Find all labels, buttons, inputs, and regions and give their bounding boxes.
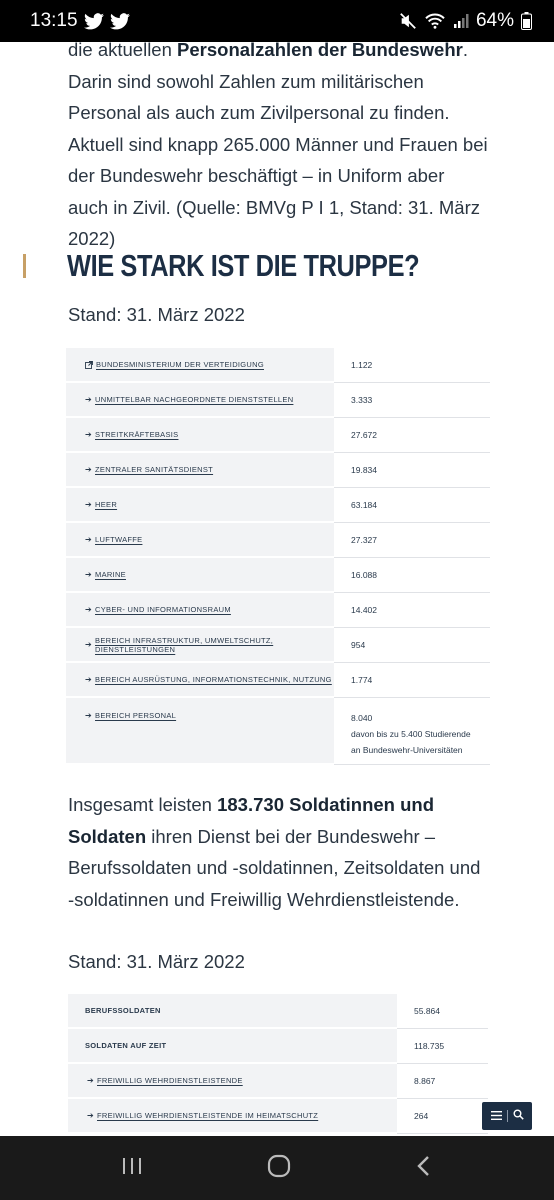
table-row-value [334,628,490,663]
intro-text-rest: . Darin sind sowohl Zahlen zum militärischen Personal als auch zum Zivilpersonal zu finden. Aktuell sind knapp 265.000 Männer und Frauen bei der Bundeswehr beschäftigt – in Uniform aber auch in Zivil. (Quelle: BMVg P I 1, Stand: 31. März 2022) [68,42,488,249]
table-row [66,348,490,383]
table-row-value [334,523,490,558]
table-row [68,1029,488,1064]
arrow-right-icon: ➔ [85,395,93,404]
summary-bold: 183.730 Soldatinnen und Soldaten [68,794,435,847]
arrow-right-icon: ➔ [87,1076,95,1085]
table-row-value [334,663,490,698]
row-value: 1.122 [351,360,373,370]
row-value: 16.088 [351,570,377,580]
arrow-right-icon: ➔ [85,570,93,579]
summary-text: Insgesamt leisten [68,794,218,815]
row-value-note: davon bis zu 5.400 Studierende [351,729,471,739]
menu-icon[interactable] [491,1107,502,1125]
table-link[interactable]: UNMITTELBAR NACHGEORDNETE DIENSTSTELLEN [95,395,294,404]
row-value: 8.867 [414,1076,436,1086]
table-link[interactable]: CYBER- UND INFORMATIONSRAUM [95,605,231,614]
row-label-text: SOLDATEN AUF ZEIT [85,1041,167,1050]
row-value: 954 [351,640,366,650]
table-row [66,453,490,488]
battery-text: 64% [475,10,514,31]
table-row [66,593,490,628]
table-row-value [334,453,490,488]
table-row-label[interactable] [68,1099,397,1134]
row-value: 1.774 [351,675,373,685]
table-link[interactable]: ZENTRALER SANITÄTSDIENST [95,465,214,474]
row-value: 63.184 [351,500,377,510]
table-row-label[interactable] [66,558,334,593]
menu-search-fab[interactable] [482,1102,532,1130]
table-row [66,663,490,698]
row-value: 55.864 [414,1006,440,1016]
search-icon[interactable] [513,1107,524,1125]
status-time: 13:15 [30,10,78,31]
home-icon[interactable] [266,1153,292,1184]
row-value: 14.402 [351,605,377,615]
signal-icon [453,13,469,29]
back-icon[interactable] [415,1155,433,1182]
row-value: 118.735 [414,1041,445,1051]
table-row-value [334,558,490,593]
table-row-value [334,418,490,453]
intro-bold: Personalzahlen der Bundeswehr [177,42,463,60]
table-row [66,523,490,558]
intro-paragraph [68,42,488,255]
table-row [66,383,490,418]
table-link[interactable]: MARINE [95,570,126,579]
table-row [66,488,490,523]
summary-text-rest: ihren Dienst bei der Bundeswehr – Berufssoldaten und -soldatinnen, Zeitsoldaten und -soldatinnen und Freiwillig Wehrdienstleistende. [68,825,481,910]
arrow-right-icon: ➔ [85,605,93,614]
table-link[interactable]: BEREICH PERSONAL [95,711,177,720]
twitter-icon [84,13,104,30]
soldiers-table [68,994,488,1134]
battery-icon [521,12,532,30]
row-value: 264 [414,1111,429,1121]
arrow-right-icon: ➔ [85,465,93,474]
table-row-label[interactable] [66,628,334,663]
table-row-label [68,994,397,1029]
table-link[interactable]: LUFTWAFFE [95,535,143,544]
table-row-value [334,348,490,383]
table-row-label[interactable] [66,698,334,765]
table-row-label [68,1029,397,1064]
mute-icon [399,12,417,30]
intro-text: die aktuellen [68,42,178,60]
section-title: WIE STARK IST DIE TRUPPE? [67,248,420,283]
arrow-right-icon: ➔ [85,535,93,544]
table-row-value [334,593,490,628]
arrow-right-icon: ➔ [87,1111,95,1120]
table-link[interactable]: BEREICH AUSRÜSTUNG, INFORMATIONSTECHNIK, NUTZUNG [95,675,332,684]
table-link[interactable]: HEER [95,500,118,509]
row-value: 27.327 [351,535,377,545]
stand-date: Stand: 31. März 2022 [68,304,245,325]
row-value: 3.333 [351,395,373,405]
arrow-right-icon: ➔ [85,711,93,720]
table-row [66,418,490,453]
table-row-label[interactable] [66,418,334,453]
table-row [66,628,490,663]
table-row-value [397,1064,488,1099]
summary-paragraph [68,789,488,915]
table-row-label[interactable] [66,348,334,383]
table-link[interactable]: STREITKRÄFTEBASIS [95,430,179,439]
table-row-value [334,383,490,418]
row-value: 27.672 [351,430,377,440]
table-row [68,994,488,1029]
stand-date-2: Stand: 31. März 2022 [68,951,245,972]
row-label-text: BERUFSSOLDATEN [85,1006,161,1015]
table-row [68,1064,488,1099]
arrow-right-icon: ➔ [85,430,93,439]
table-row-value [397,1099,488,1134]
personnel-table [66,348,490,765]
table-link[interactable]: BEREICH INFRASTRUKTUR, UMWELTSCHUTZ, DIENSTLEISTUNGEN [95,635,274,654]
status-bar [0,0,554,42]
arrow-right-icon: ➔ [85,640,93,649]
table-row-value [334,488,490,523]
table-row-label[interactable] [66,488,334,523]
row-value-note: an Bundeswehr-Universitäten [351,745,463,755]
arrow-right-icon: ➔ [85,500,93,509]
wifi-icon [424,12,446,30]
recent-apps-icon[interactable] [121,1156,143,1181]
external-link-icon [85,361,93,369]
table-row-label[interactable] [66,523,334,558]
page-content [0,42,554,1136]
table-row [66,698,490,765]
android-nav-bar [0,1136,554,1200]
table-row-label[interactable] [68,1064,397,1099]
table-link[interactable]: BUNDESMINISTERIUM DER VERTEIDIGUNG [96,360,264,369]
table-row-label[interactable] [66,383,334,418]
table-row [66,558,490,593]
row-value: 8.040 [351,713,373,723]
table-row [68,1099,488,1134]
fab-divider [507,1110,508,1122]
table-link[interactable]: FREIWILLIG WEHRDIENSTLEISTENDE IM HEIMATSCHUTZ [97,1111,319,1120]
table-row-value [334,698,490,765]
table-row-label[interactable] [66,663,334,698]
row-value: 19.834 [351,465,377,475]
table-link[interactable]: FREIWILLIG WEHRDIENSTLEISTENDE [97,1076,243,1085]
table-row-label[interactable] [66,593,334,628]
twitter-icon [110,13,130,30]
arrow-right-icon: ➔ [85,675,93,684]
table-row-value [397,1029,488,1064]
table-row-value [397,994,488,1029]
table-row-label[interactable] [66,453,334,488]
section-accent-bar [23,254,26,278]
